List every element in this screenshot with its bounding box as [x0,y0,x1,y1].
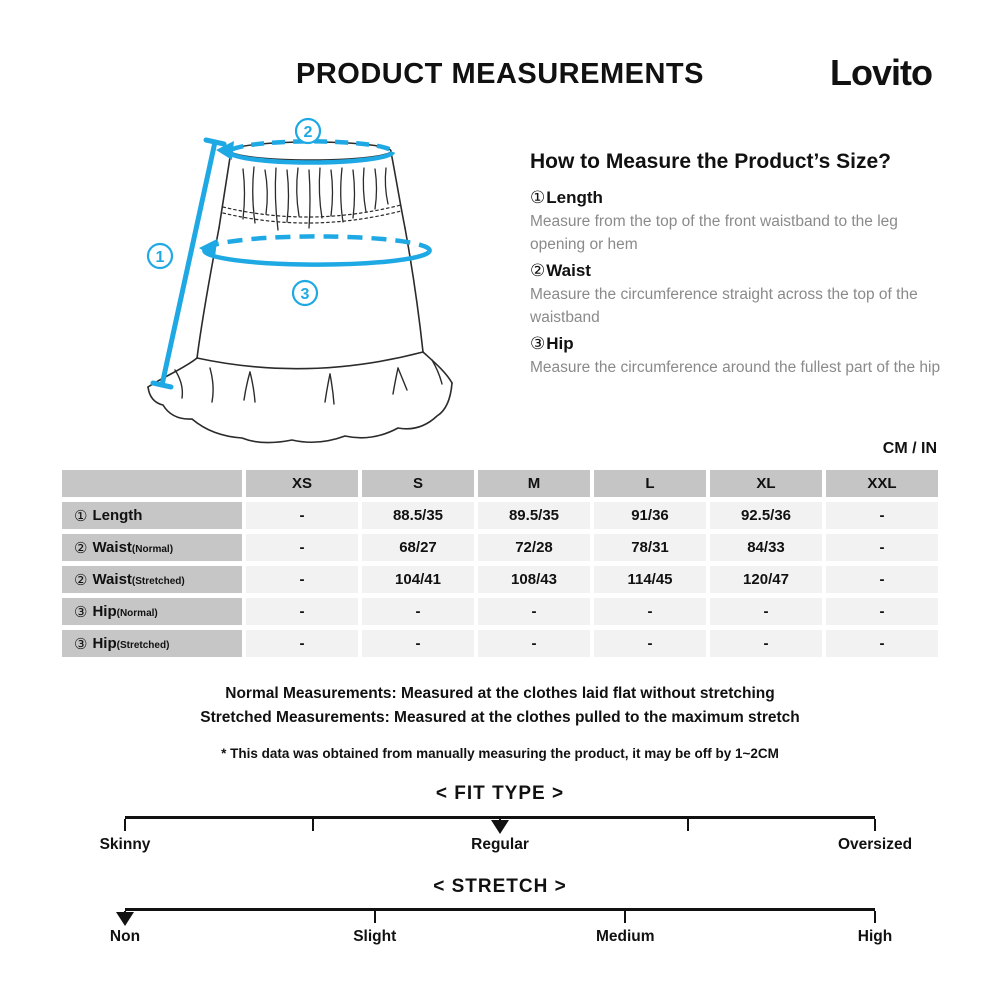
measurement-cell: - [246,566,358,593]
page-title: PRODUCT MEASUREMENTS [296,58,704,90]
stitch-lines [223,205,401,223]
measurement-cell: - [478,598,590,625]
measurement-cell: - [826,534,938,561]
measurement-cell: 78/31 [594,534,706,561]
scale-tick [874,819,876,831]
row-label-hipstretched: ③ Hip (Stretched) [62,630,242,657]
measurement-cell: 114/45 [594,566,706,593]
diagram-number-3: 3 [300,286,310,303]
scale-tick [124,819,126,831]
normal-note: Normal Measurements: Measured at the clothes laid flat without stretching [225,685,775,702]
column-header-m: M [478,470,590,497]
measurement-cell: 91/36 [594,502,706,529]
table-corner-cell [62,470,242,497]
hip-annotation-ellipse [199,236,430,264]
how-to-items [530,186,950,379]
measurement-cell: - [710,598,822,625]
measurement-cell: 88.5/35 [362,502,474,529]
stretch-labels [109,928,893,948]
waistband-gathers [243,167,388,230]
measurement-cell: - [710,630,822,657]
row-label-length: ① Length [62,502,242,529]
stretched-note: Stretched Measurements: Measured at the clothes pulled to the maximum stretch [200,709,800,726]
skirt-measurement-diagram [128,103,530,448]
column-header-xs: XS [246,470,358,497]
scale-tick [374,911,376,923]
scale-tick [312,819,314,831]
scale-label-oversized: Oversized [837,836,913,853]
scale-marker-triangle [491,820,509,834]
row-label-waistnormal: ② Waist (Normal) [62,534,242,561]
measurement-cell: 89.5/35 [478,502,590,529]
howto-item-description: Measure the circumference straight across the top of the waistband [530,286,918,326]
scale-label-slight: Slight [353,928,397,945]
stretch-scale [125,908,875,924]
measurement-cell: 104/41 [362,566,474,593]
notes-section [0,682,1000,761]
scale-label-non: Non [109,928,141,945]
how-to-heading: How to Measure the Product’s Size? [530,150,891,173]
measurement-cell: - [594,630,706,657]
howto-item-description: Measure the circumference around the fullest part of the hip [530,359,941,376]
measurement-cell: - [246,630,358,657]
scale-label-high: High [857,928,893,945]
stretch-title: < STRETCH > [433,876,567,897]
column-header-xxl: XXL [826,470,938,497]
unit-label: CM / IN [882,440,937,457]
column-header-s: S [362,470,474,497]
measurement-cell: - [246,534,358,561]
scale-label-skinny: Skinny [99,836,151,853]
measurement-cell: - [362,630,474,657]
size-table [62,470,938,657]
brand-logo: Lovito [830,52,932,93]
column-header-xl: XL [710,470,822,497]
column-header-l: L [594,470,706,497]
measurement-cell: 84/33 [710,534,822,561]
howto-item-waist [530,259,950,329]
measurement-cell: 120/47 [710,566,822,593]
measurement-cell: - [826,598,938,625]
scale-tick [687,819,689,831]
measurement-cell: 108/43 [478,566,590,593]
measurement-cell: - [362,598,474,625]
measurement-cell: 72/28 [478,534,590,561]
measurement-cell: - [826,630,938,657]
stretch-scale-line [125,908,875,925]
howto-item-hip [530,332,950,379]
diagram-number-1: 1 [155,249,165,266]
howto-item-description: Measure from the top of the front waistband to the leg opening or hem [530,213,898,253]
howto-item-length [530,186,950,256]
measurement-cell: - [826,502,938,529]
disclaimer-note: * This data was obtained from manually measuring the product, it may be off by 1~2CM [221,746,779,761]
scale-label-medium: Medium [595,928,655,945]
measurement-cell: - [478,630,590,657]
scale-label-regular: Regular [471,836,529,853]
scale-tick [624,911,626,923]
measurement-cell: 92.5/36 [710,502,822,529]
measurement-cell: 68/27 [362,534,474,561]
fit-type-scale-line [125,816,875,833]
fit-type-labels [99,836,913,856]
measurement-cell: - [594,598,706,625]
howto-item-name: ②Waist [530,261,591,280]
fit-type-scale [125,816,875,832]
howto-item-name: ③Hip [530,334,574,353]
measurement-cell: - [826,566,938,593]
ruffle-folds [175,360,442,404]
diagram-number-2: 2 [303,124,313,141]
howto-item-name: ①Length [530,188,603,207]
scale-tick [874,911,876,923]
measurement-cell: - [246,502,358,529]
scale-marker-triangle [116,912,134,926]
row-label-hipnormal: ③ Hip (Normal) [62,598,242,625]
how-to-measure-section [530,150,950,382]
fit-type-title: < FIT TYPE > [435,783,565,804]
row-label-waiststretched: ② Waist (Stretched) [62,566,242,593]
measurement-cell: - [246,598,358,625]
